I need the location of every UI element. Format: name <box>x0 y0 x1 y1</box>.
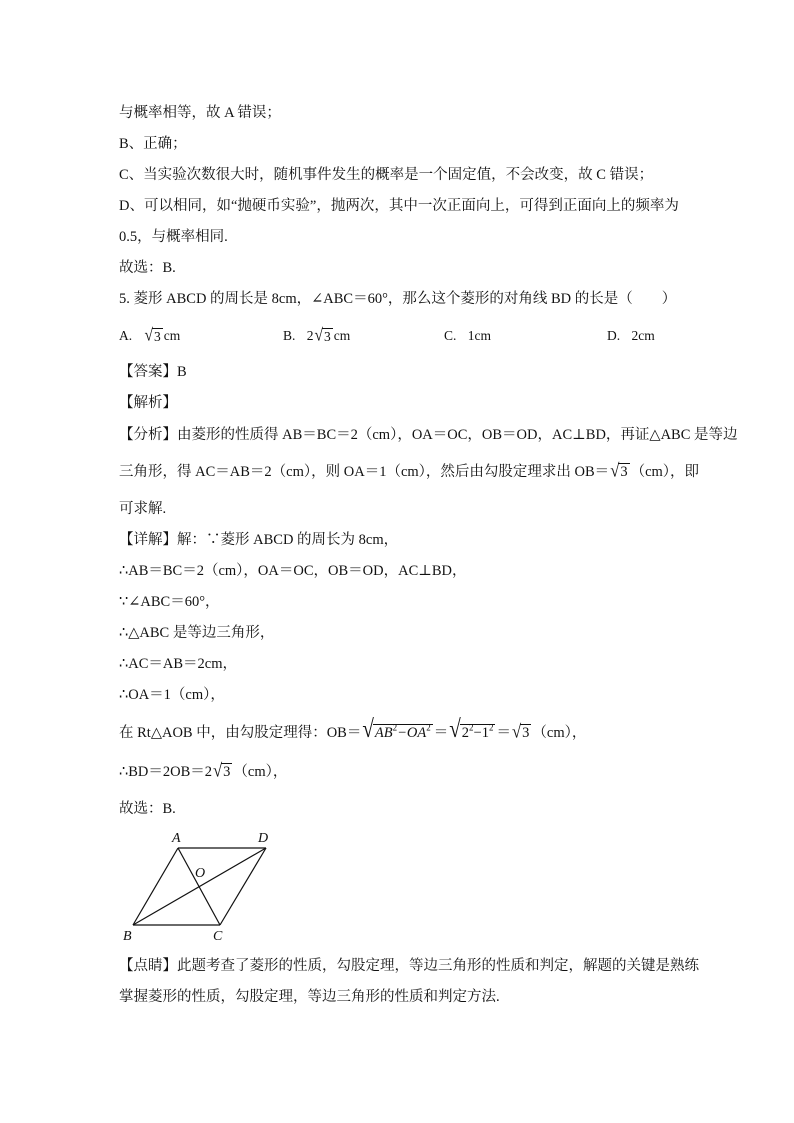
edge-ab <box>133 848 178 925</box>
option-text: 1cm <box>467 328 492 343</box>
detail-line-1: 【详解】解：∵菱形 ABCD 的周长为 8cm， <box>119 532 399 548</box>
sqrt-expression-2 <box>449 714 495 744</box>
radicand: 3 <box>522 725 530 741</box>
radicand: 3 <box>154 329 161 345</box>
pythagorean-text: 在 Rt△AOB 中，由勾股定理得：OB＝ <box>119 725 362 741</box>
prev-solution-line-4: D、可以相同，如“抛硬币实验”，抛两次，其中一次正面向上，可得到正面向上的频率为 <box>119 198 679 214</box>
term: −1 <box>473 725 489 742</box>
sqrt <box>315 328 333 345</box>
radical-sign: √ <box>213 759 223 782</box>
radicand <box>460 724 496 742</box>
label-o: O <box>195 866 206 881</box>
sqrt-expression-1 <box>362 714 432 744</box>
detail-conclusion: 故选：B. <box>119 801 176 817</box>
exponent: 2 <box>392 723 398 734</box>
prev-solution-line-5: 0.5，与概率相同. <box>119 229 228 245</box>
term: AB <box>374 725 393 742</box>
bd-line <box>119 759 288 782</box>
exponent: 2 <box>488 723 494 734</box>
label-d: D <box>258 831 269 846</box>
option-text: 2cm <box>631 328 655 343</box>
option-letter: C. <box>444 328 457 343</box>
pythagorean-tail: （cm）， <box>532 725 587 741</box>
radical-sign: √ <box>314 326 324 346</box>
label-b: B <box>123 929 132 944</box>
option-d <box>607 326 655 346</box>
question-stem: 5. 菱形 ABCD 的周长是 8cm，∠ABC＝60°，那么这个菱形的对角线 BD 的长是（ ） <box>119 291 677 307</box>
label-a: A <box>172 831 181 846</box>
radical-sign: √ <box>610 459 620 482</box>
detail-line-6: ∴OA＝1（cm）， <box>119 687 225 703</box>
bd-text: ∴BD＝2OB＝2 <box>119 764 213 780</box>
detail-line-5: ∴AC＝AB＝2cm， <box>119 656 237 672</box>
detail-line-2: ∴AB＝BC＝2（cm），OA＝OC，OB＝OD，AC⊥BD， <box>119 563 467 579</box>
answer: 【答案】B <box>119 364 187 380</box>
radicand: 3 <box>620 464 628 480</box>
label-c: C <box>213 929 223 944</box>
radical-sign: √ <box>362 714 374 744</box>
comment-line-2: 掌握菱形的性质，勾股定理，等边三角形的性质和判定方法. <box>119 989 500 1005</box>
exponent: 2 <box>469 723 474 734</box>
equals: ＝ <box>433 725 449 741</box>
analysis-line-1: 【分析】由菱形的性质得 AB＝BC＝2（cm），OA＝OC，OB＝OD，AC⊥BD，再证△ABC 是等边 <box>119 427 738 443</box>
analysis-line-3: 可求解. <box>119 501 167 517</box>
exponent: 2 <box>426 723 431 734</box>
comment-line-1: 【点睛】此题考查了菱形的性质，勾股定理，等边三角形的性质和判定，解题的关键是熟练 <box>119 958 699 974</box>
analysis-line-2-text: 三角形，得 AC＝AB＝2（cm），则 OA＝1（cm），然后由勾股定理求出 OB＝ <box>119 464 610 480</box>
option-c <box>444 326 491 346</box>
prev-solution-line-2: B、正确； <box>119 136 187 152</box>
prev-solution-conclusion: 故选：B. <box>119 260 176 276</box>
sqrt <box>610 459 629 482</box>
analysis-heading: 【解析】 <box>119 395 177 411</box>
analysis-line-2-tail: （cm），即 <box>630 464 700 480</box>
option-b <box>283 326 350 346</box>
edge-dc <box>220 848 266 925</box>
radicand: 3 <box>223 764 231 780</box>
equals: ＝ <box>496 725 511 741</box>
sqrt <box>213 759 232 782</box>
detail-line-4: ∴△ABC 是等边三角形， <box>119 625 275 641</box>
sqrt <box>145 328 163 345</box>
prev-solution-line-3: C、当实验次数很大时，随机事件发生的概率是一个固定值，不会改变，故 C 错误； <box>119 167 654 183</box>
diagonal-ac <box>178 848 220 925</box>
option-letter: B. <box>283 328 296 343</box>
term: −OA <box>397 725 427 742</box>
term: 2 <box>461 725 470 742</box>
detail-line-3: ∵∠ABC＝60°， <box>119 594 220 610</box>
option-letter: D. <box>607 328 621 343</box>
option-a <box>119 326 180 346</box>
bd-tail: （cm）， <box>233 764 288 780</box>
radical-sign: √ <box>449 714 461 744</box>
sqrt-result <box>511 720 531 743</box>
pythagorean-line <box>119 714 587 744</box>
option-letter: A. <box>119 328 133 343</box>
option-coef: 2 <box>306 328 314 343</box>
radical-sign: √ <box>144 326 154 346</box>
radicand: 3 <box>324 329 331 345</box>
radical-sign: √ <box>511 720 522 743</box>
option-unit: cm <box>333 328 351 343</box>
rhombus-figure <box>119 826 284 946</box>
option-unit: cm <box>163 328 181 343</box>
prev-solution-line-1: 与概率相等，故 A 错误； <box>119 105 281 121</box>
analysis-line-2 <box>119 459 700 482</box>
radicand <box>373 724 433 742</box>
